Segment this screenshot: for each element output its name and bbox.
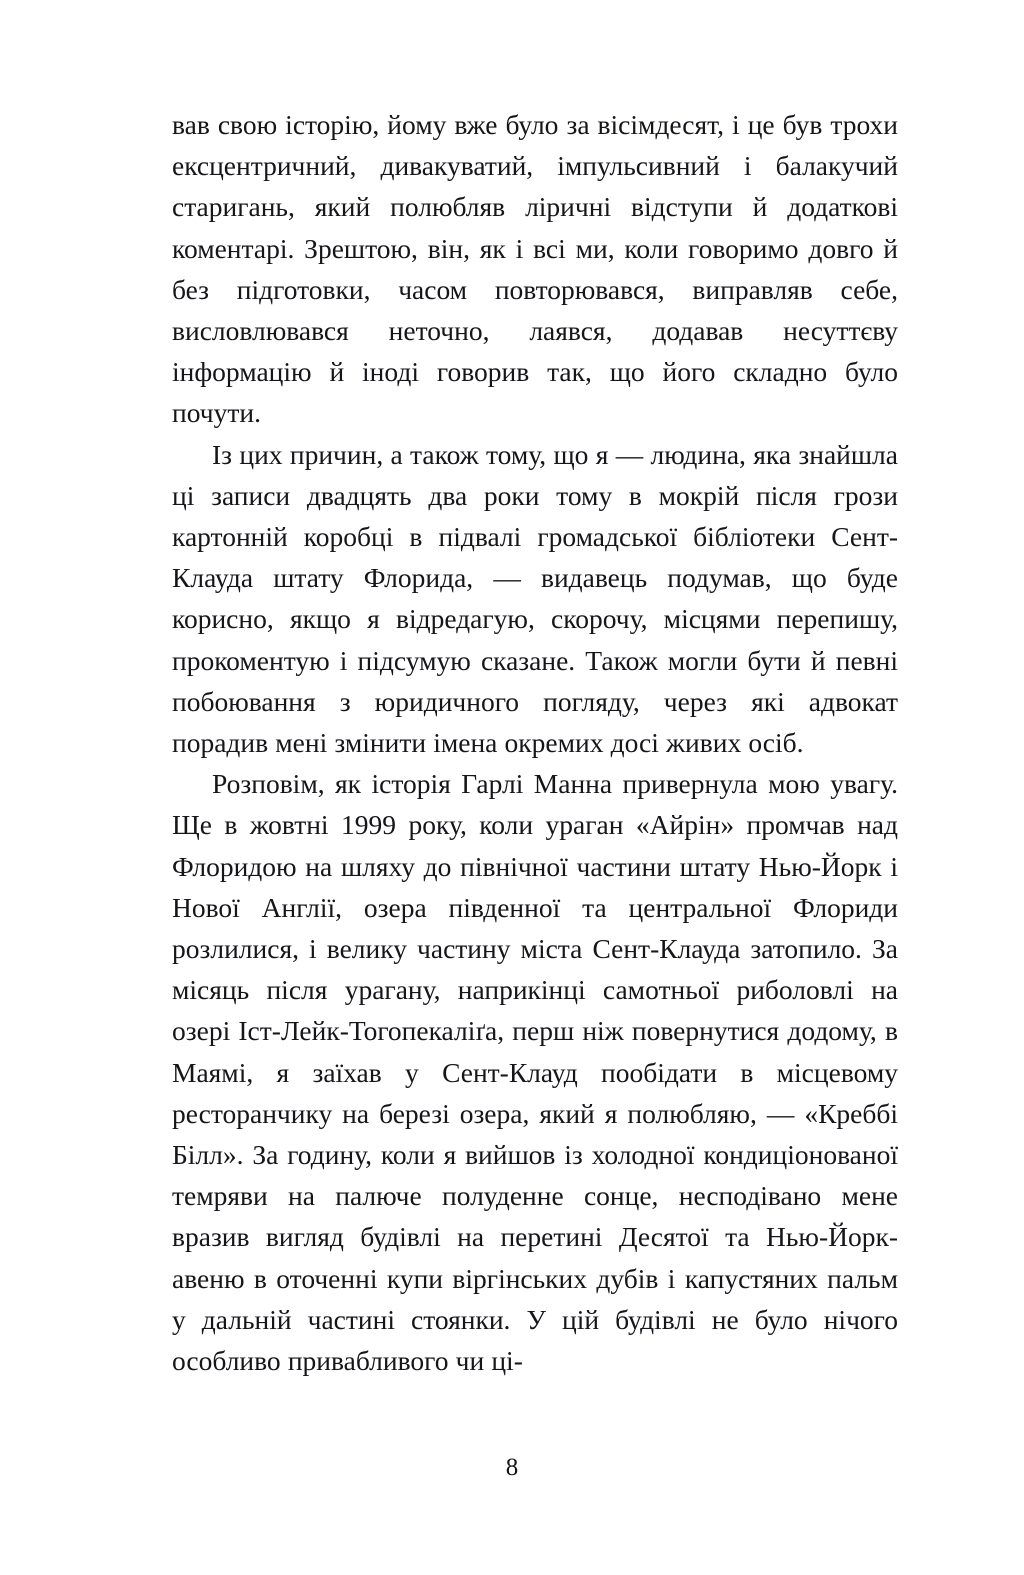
paragraph-reasons: Із цих причин, а також тому, що я — людина, яка знайшла ці записи двадцять два роки тому в мокрій після грози картонній коробці в підвалі громадської бібліотеки Сент-Клауда штату Флорида, — видавець подумав, що буде корисно, якщо я відредагую, скорочу, місцями перепишу, прокоментую і підсумую сказане. Також могли бути й певні побоювання з юридичного погляду, через які адвокат порадив мені змінити імена окремих досі живих осіб. bbox=[172, 438, 898, 759]
page-text-block bbox=[172, 104, 898, 1381]
page-number: 8 bbox=[505, 1454, 519, 1481]
paragraph-continued: вав свою історію, йому вже було за вісімдесят, і це був трохи ексцентричний, дивакуватий, імпульсивний і балакучий старигань, який полюбляв ліричні відступи й додаткові коментарі. Зрештою, він, як і всі ми, коли говоримо довго й без підготовки, часом повторювався, виправляв себе, висловлювався неточно, лаявся, додавав несуттєву інформацію й іноді говорив так, що його складно було почути. bbox=[172, 109, 898, 429]
paragraph-story: Розповім, як історія Гарлі Манна привернула мою увагу. Ще в жовтні 1999 року, коли ураган «Айрін» промчав над Флоридою на шляху до північної частини штату Нью-Йорк і Нової Англії, озера південної та центральної Флориди розлилися, і велику частину міста Сент-Клауда затопило. За місяць після урагану, наприкінці самотньої риболовлі на озері Іст-Лейк-Тогопекаліґа, перш ніж повернутися додому, в Маямі, я заїхав у Сент-Клауд пообідати в місцевому ресторанчику на березі озера, який я полюбляю, — «Креббі Білл». За годину, коли я вийшов із холодної кондиціонованої темряви на палюче полуденне сонце, несподівано мене вразив вигляд будівлі на перетині Десятої та Нью-Йорк-авеню в оточенні купи віргінських дубів і капустяних пальм у дальній частині стоянки. У цій будівлі не було нічого особливо привабливого чи ці- bbox=[172, 768, 898, 1377]
